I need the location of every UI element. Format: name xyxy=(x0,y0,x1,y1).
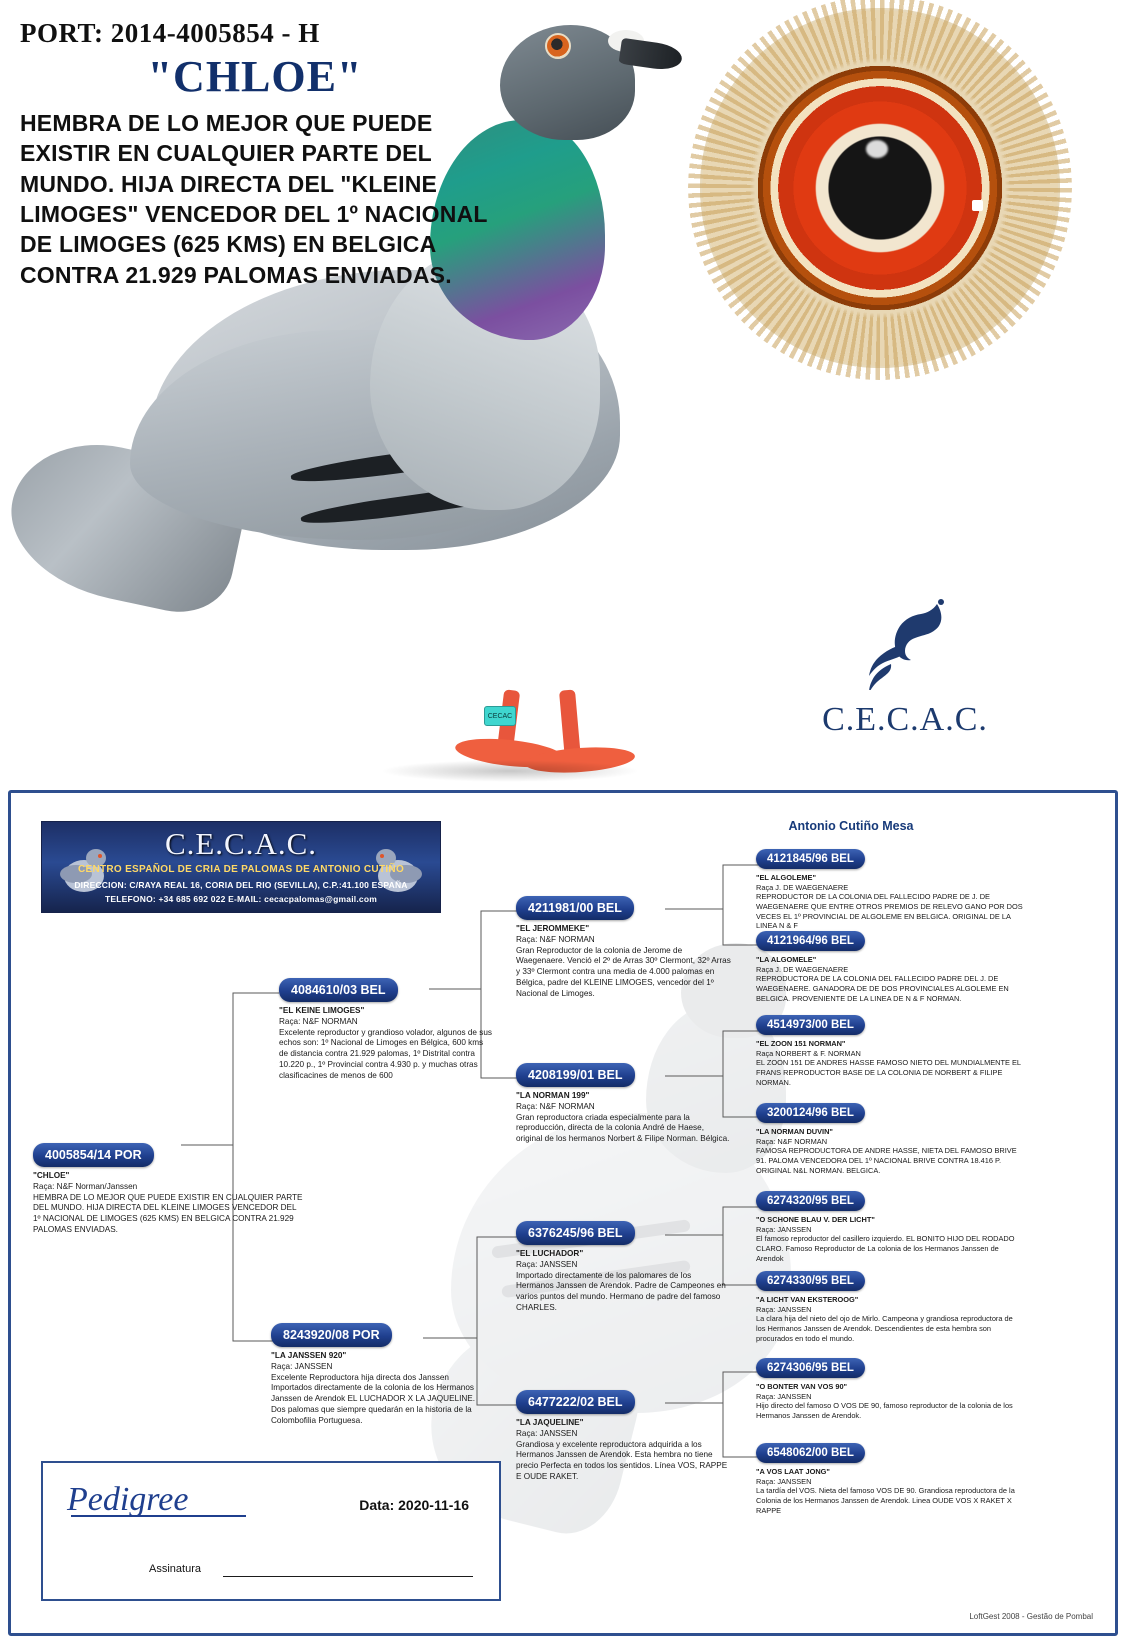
cecac-wordmark: C.E.C.A.C. xyxy=(822,701,988,738)
pedigree-node-sire xyxy=(279,978,494,1082)
node-name-dam-sire: "EL LUCHADOR" xyxy=(516,1249,584,1258)
pedigree-node-gen3-8 xyxy=(756,1443,1024,1515)
node-race-gen3-1: Raça J. DE WAEGENAERE xyxy=(756,882,849,892)
banner-contact: TELEFONO: +34 685 692 022 E-MAIL: cecacpalomas@gmail.com xyxy=(105,894,377,904)
pedigree-node-sire-dam xyxy=(516,1063,731,1145)
node-race-gen3-4: Raça: N&F NORMAN xyxy=(756,1136,828,1146)
node-name-gen3-1: "EL ALGOLEME" xyxy=(756,873,816,882)
ring-tag-self[interactable]: 4005854/14 POR xyxy=(33,1143,154,1167)
signature-line xyxy=(223,1576,473,1577)
node-race-dam-dam: Raça: JANSSEN xyxy=(516,1428,578,1438)
node-race-dam-sire: Raça: JANSSEN xyxy=(516,1259,578,1269)
cecac-banner xyxy=(41,821,441,913)
owner-name: Antonio Cutiño Mesa xyxy=(788,819,914,833)
cecac-logo xyxy=(790,590,1020,770)
node-notes-gen3-5: El famoso reproductor del casillero izquierdo. EL BONITO HIJO DEL RODADO CLARO. Famoso Reproductor de La colonia de los Hermanos Janssen de Arendok xyxy=(756,1234,1015,1263)
node-name-sire-sire: "EL JEROMMEKE" xyxy=(516,924,590,933)
node-name-gen3-5: "O SCHONE BLAU V. DER LICHT" xyxy=(756,1215,875,1224)
ring-tag-dam[interactable]: 8243920/08 POR xyxy=(271,1323,392,1347)
node-race-sire: Raça: N&F NORMAN xyxy=(279,1016,358,1026)
pedigree-node-dam xyxy=(271,1323,486,1427)
node-notes-gen3-1: REPRODUCTOR DE LA COLONIA DEL FALLECIDO PADRE DE J. DE WAEGENAERE QUE ENTRE OTROS PREMIOS DE RELEVO GANO POR DOS VECES EL 1º PROVINCIAL DE ALGOLEME EN BELGICA. ORIGINAL DE LA LINEA N & F xyxy=(756,892,1023,931)
pedigree-node-dam-sire xyxy=(516,1221,731,1314)
ring-tag-sire-dam[interactable]: 4208199/01 BEL xyxy=(516,1063,635,1087)
ring-tag-gen3-6[interactable]: 6274330/95 BEL xyxy=(756,1271,865,1291)
node-notes-gen3-3: EL ZOON 151 DE ANDRES HASSE FAMOSO NIETO DEL MUNDIALMENTE EL FRANS REPRODUCTOR BASE DE LA COLONIA DE NORBERT & FILIPE NORMAN. xyxy=(756,1058,1021,1087)
node-race-sire-sire: Raça: N&F NORMAN xyxy=(516,934,595,944)
pedigree-node-gen3-6 xyxy=(756,1271,1024,1343)
ring-tag-sire[interactable]: 4084610/03 BEL xyxy=(279,978,398,1002)
pedigree-node-gen3-5 xyxy=(756,1191,1024,1263)
ring-number-line: PORT: 2014-4005854 - H xyxy=(20,18,320,48)
node-name-self: "CHLOE" xyxy=(33,1171,70,1180)
node-name-gen3-2: "LA ALGOMELE" xyxy=(756,955,817,964)
footer-credit: LoftGest 2008 - Gestão de Pombal xyxy=(969,1612,1093,1621)
ring-tag-dam-sire[interactable]: 6376245/96 BEL xyxy=(516,1221,635,1245)
signature-box xyxy=(41,1461,501,1601)
pedigree-node-self xyxy=(33,1143,303,1236)
ring-tag-gen3-7[interactable]: 6274306/95 BEL xyxy=(756,1358,865,1378)
pigeon-shadow xyxy=(380,760,640,782)
node-notes-dam: Excelente Reproductora hija directa dos Janssen Importados directamente de la colonia de los Hermanos Janssen de Arendok EL LUCHADOR X LA JAQUELINE. Dos palomas que siempre quedarán en la historia de la Colombofilia Portuguesa. xyxy=(271,1372,476,1425)
pedigree-node-gen3-1 xyxy=(756,849,1024,931)
node-race-sire-dam: Raça: N&F NORMAN xyxy=(516,1101,595,1111)
ring-tag-gen3-1[interactable]: 4121845/96 BEL xyxy=(756,849,865,869)
signature-label: Assinatura xyxy=(149,1563,201,1575)
pedigree-node-gen3-3 xyxy=(756,1015,1024,1087)
node-race-gen3-6: Raça: JANSSEN xyxy=(756,1304,812,1314)
node-name-gen3-7: "O BONTER VAN VOS 90" xyxy=(756,1382,848,1391)
eye-highlight xyxy=(866,140,888,158)
node-notes-dam-sire: Importado directamente de los palomares de los Hermanos Janssen de Arendok. Padre de Campeones en varios puntos del mundo. Hermano de padre del famoso CHARLES. xyxy=(516,1270,726,1313)
node-notes-sire: Excelente reproductor y grandioso volador, algunos de sus echos son: 1º Nacional de Limoges en Bélgica, 600 kms de distancia contra 21.929 palomas, 1º Distrital contra 10.220 p., 1º Provincial contra 4.930 p. y muchas otras clasificacines de menos de 600 xyxy=(279,1027,493,1080)
banner-title: C.E.C.A.C. xyxy=(164,826,318,861)
node-name-sire: "EL KEINE LIMOGES" xyxy=(279,1006,365,1015)
pedigree-node-gen3-4 xyxy=(756,1103,1024,1175)
node-name-sire-dam: "LA NORMAN 199" xyxy=(516,1091,590,1100)
ring-tag-gen3-5[interactable]: 6274320/95 BEL xyxy=(756,1191,865,1211)
node-notes-gen3-2: REPRODUCTORA DE LA COLONIA DEL FALLECIDO PADRE DEL J. DE WAEGENAERE. GANADORA DE DE DOS PROVINCIALES ALGOLEME EN BELGICA. PROVENIENTE DE LA LINEA DE N & F NORMAN. xyxy=(756,974,1009,1003)
banner-subtitle: CENTRO ESPAÑOL DE CRIA DE PALOMAS DE ANTONIO CUTIÑO xyxy=(77,864,405,875)
node-notes-gen3-7: Hijo directo del famoso O VOS DE 90, famoso reproductor de la colonia de los Hermanos Janssen de Arendok. xyxy=(756,1401,1013,1420)
pedigree-wordmark: Pedigree xyxy=(67,1481,246,1517)
node-race-gen3-7: Raça: JANSSEN xyxy=(756,1391,812,1401)
banner-address: DIRECCION: C/RAYA REAL 16, CORIA DEL RIO (SEVILLA), C.P.:41.100 ESPAÑA xyxy=(74,880,408,890)
node-notes-gen3-6: La clara hija del nieto del ojo de Mirlo. Campeona y grandiosa reproductora de los Hermanos Janssen de Arendok. Descendientes de esta hembra son procurados en todo el mundo. xyxy=(756,1314,1013,1343)
ring-tag-gen3-3[interactable]: 4514973/00 BEL xyxy=(756,1015,865,1035)
header-photo-area xyxy=(0,0,1126,790)
node-name-gen3-4: "LA NORMAN DUVIN" xyxy=(756,1127,833,1136)
leg-ring-band: CECAC xyxy=(484,706,516,726)
node-race-gen3-5: Raça: JANSSEN xyxy=(756,1224,812,1234)
ring-tag-sire-sire[interactable]: 4211981/00 BEL xyxy=(516,896,634,920)
node-race-dam: Raça: JANSSEN xyxy=(271,1361,333,1371)
dove-icon xyxy=(845,590,965,690)
pigeon-eye xyxy=(545,33,571,59)
node-race-self: Raça: N&F Norman/Janssen xyxy=(33,1181,138,1191)
bird-description: HEMBRA DE LO MEJOR QUE PUEDE EXISTIR EN CUALQUIER PARTE DEL MUNDO. HIJA DIRECTA DEL "KLEINE LIMOGES" VENCEDOR DEL 1º NACIONAL DE LIMOGES (625 KMS) EN BELGICA CONTRA 21.929 PALOMAS ENVIADAS. xyxy=(20,110,488,288)
node-notes-gen3-4: FAMOSA REPRODUCTORA DE ANDRE HASSE, NIETA DEL FAMOSO BRIVE 91. PALOMA VENCEDORA DEL 1º NACIONAL BRIVE CONTRA 18.416 P. ORIGINAL N&L NORMAN. BELGICA. xyxy=(756,1146,1017,1175)
pedigree-date: Data: 2020-11-16 xyxy=(359,1497,469,1513)
node-name-gen3-6: "A LICHT VAN EKSTEROOG" xyxy=(756,1295,859,1304)
pedigree-panel xyxy=(8,790,1118,1636)
ring-tag-gen3-4[interactable]: 3200124/96 BEL xyxy=(756,1103,865,1123)
node-notes-sire-dam: Gran reproductora criada especialmente para la reproducción, directa de la colonia André de Haese, original de los hermanos Norbert & Filipe Norman. Bélgica. xyxy=(516,1112,730,1144)
pigeon-eye-photo xyxy=(700,8,1060,368)
ring-tag-dam-dam[interactable]: 6477222/02 BEL xyxy=(516,1390,635,1414)
bird-header-text xyxy=(20,18,490,290)
node-name-dam: "LA JANSSEN 920" xyxy=(271,1351,347,1360)
node-notes-gen3-8: La tardía del VOS. Nieta del famoso VOS DE 90. Grandiosa reproductora de la Colonia de los Hermanos Janssen de Arendok. Linea OUDE VOS X RAKET X RAPPE xyxy=(756,1486,1015,1515)
bird-name: "CHLOE" xyxy=(147,52,363,101)
pedigree-node-gen3-2 xyxy=(756,931,1024,1003)
pedigree-node-sire-sire xyxy=(516,896,731,1000)
eye-catch-light xyxy=(972,200,983,211)
ring-tag-gen3-2[interactable]: 4121964/96 BEL xyxy=(756,931,865,951)
node-race-gen3-2: Raça J. DE WAEGENAERE xyxy=(756,964,849,974)
node-name-gen3-3: "EL ZOON 151 NORMAN" xyxy=(756,1039,846,1048)
node-name-dam-dam: "LA JAQUELINE" xyxy=(516,1418,584,1427)
node-race-gen3-3: Raça NORBERT & F. NORMAN xyxy=(756,1048,861,1058)
node-notes-dam-dam: Grandiosa y excelente reproductora adquirida a los Hermanos Janssen de Arendok. Esta hembra no tiene precio Perfecta en todos los sentidos. Línea VOS, RAPPE E OUDE RAKET. xyxy=(516,1439,728,1482)
node-notes-sire-sire: Gran Reproductor de la colonia de Jerome de Waegenaere. Venció el 2º de Arras 30º Clermont, 32º Arras y 33º Clermont contra una media de 4.000 palomas en Bélgica, padre del KLEINE LIMOGES, vencedor del 1º Nacional de Limoges. xyxy=(516,945,731,998)
node-name-gen3-8: "A VOS LAAT JONG" xyxy=(756,1467,830,1476)
ring-tag-gen3-8[interactable]: 6548062/00 BEL xyxy=(756,1443,865,1463)
node-race-gen3-8: Raça: JANSSEN xyxy=(756,1476,812,1486)
node-notes-self: HEMBRA DE LO MEJOR QUE PUEDE EXISTIR EN CUALQUIER PARTE DEL MUNDO. HIJA DIRECTA DEL KLEINE LIMOGES VENCEDOR DEL 1º NACIONAL DE LIMOGES (625 KMS) EN BELGICA CONTRA 21.929 PALOMAS ENVIADAS. xyxy=(33,1192,303,1235)
pedigree-node-gen3-7 xyxy=(756,1358,1024,1421)
pedigree-node-dam-dam xyxy=(516,1390,731,1483)
